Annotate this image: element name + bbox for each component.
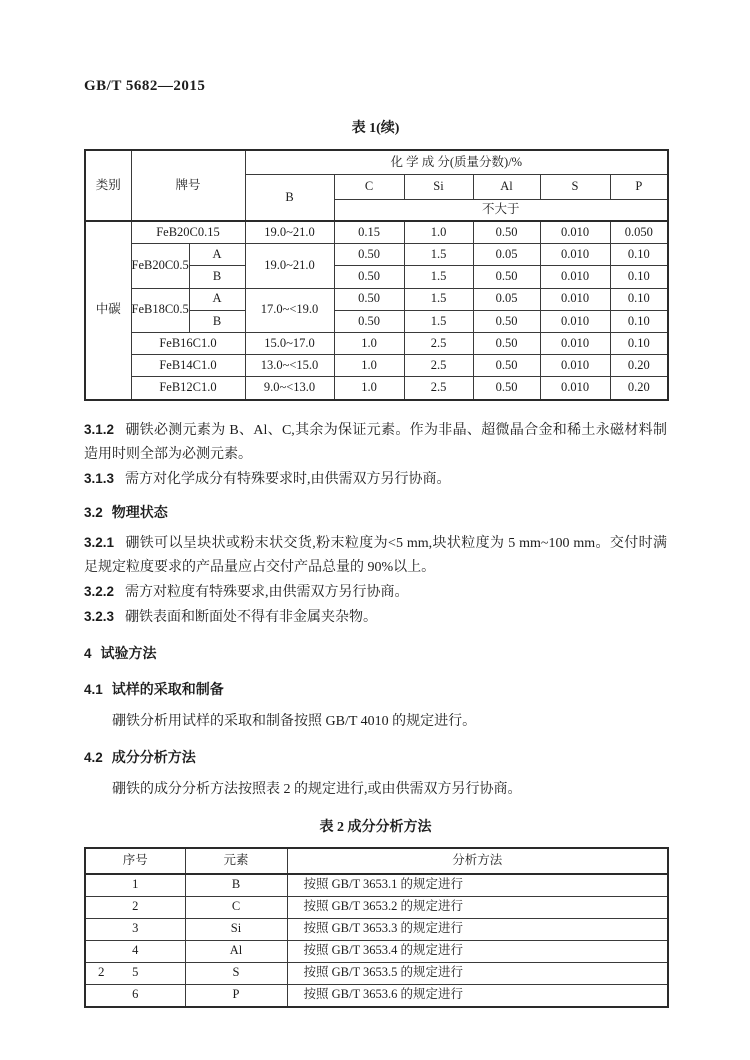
grade-cell: FeB20C0.15 xyxy=(131,221,245,244)
heading-text: 成分分析方法 xyxy=(111,748,196,765)
si-cell: 1.5 xyxy=(404,310,473,332)
heading-4-1 xyxy=(84,677,667,702)
c-cell: 1.0 xyxy=(334,377,404,400)
table1-header-not-greater: 不大于 xyxy=(334,200,668,222)
c-cell: 0.50 xyxy=(334,266,404,288)
p-cell: 0.10 xyxy=(610,332,668,354)
method-cell: 按照 GB/T 3653.1 的规定进行 xyxy=(287,874,668,897)
clause-number: 3.1.3 xyxy=(84,470,115,486)
method-cell: 按照 GB/T 3653.4 的规定进行 xyxy=(287,940,668,962)
clause-number: 4.1 xyxy=(84,681,103,697)
p-cell: 0.10 xyxy=(610,288,668,310)
clause-3-1-2 xyxy=(84,418,667,467)
grade-sub-cell: A xyxy=(189,244,245,266)
p-cell: 0.20 xyxy=(610,355,668,377)
si-cell: 1.5 xyxy=(404,244,473,266)
table1-header-chem: 化 学 成 分(质量分数)/% xyxy=(245,150,668,175)
al-cell: 0.50 xyxy=(473,266,540,288)
c-cell: 0.15 xyxy=(334,221,404,244)
s-cell: 0.010 xyxy=(540,244,610,266)
table-row xyxy=(85,874,668,897)
clause-number: 3.2 xyxy=(84,504,103,520)
al-cell: 0.50 xyxy=(473,377,540,400)
method-cell: 按照 GB/T 3653.3 的规定进行 xyxy=(287,918,668,940)
s-cell: 0.010 xyxy=(540,266,610,288)
heading-4-2 xyxy=(84,745,667,770)
no-cell: 3 xyxy=(85,918,185,940)
clause-number: 3.1.2 xyxy=(84,421,115,437)
table-row xyxy=(85,244,668,266)
grade-cell: FeB14C1.0 xyxy=(131,355,245,377)
grade-cell: FeB12C1.0 xyxy=(131,377,245,400)
grade-sub-cell: B xyxy=(189,310,245,332)
method-cell: 按照 GB/T 3653.6 的规定进行 xyxy=(287,984,668,1007)
element-cell: Si xyxy=(185,918,287,940)
al-cell: 0.05 xyxy=(473,288,540,310)
clause-3-2-2 xyxy=(84,580,667,605)
p-cell: 0.10 xyxy=(610,266,668,288)
element-cell: Al xyxy=(185,940,287,962)
table1-category-value: 中碳 xyxy=(85,221,131,400)
table1-header-p: P xyxy=(610,175,668,200)
page-content xyxy=(84,0,667,1008)
s-cell: 0.010 xyxy=(540,310,610,332)
table-row xyxy=(85,221,668,244)
grade-sub-cell: A xyxy=(189,288,245,310)
al-cell: 0.50 xyxy=(473,221,540,244)
table2-header-element: 元素 xyxy=(185,848,287,874)
table-row xyxy=(85,377,668,400)
table2-header-method: 分析方法 xyxy=(287,848,668,874)
table-row xyxy=(85,918,668,940)
clause-4-1-body: 硼铁分析用试样的采取和制备按照 GB/T 4010 的规定进行。 xyxy=(112,713,477,729)
table1-header-si: Si xyxy=(404,175,473,200)
clause-4-2-body: 硼铁的成分分析方法按照表 2 的规定进行,或由供需双方另行协商。 xyxy=(112,781,522,797)
table1-header-c: C xyxy=(334,175,404,200)
clause-text: 硼铁表面和断面处不得有非金属夹杂物。 xyxy=(125,609,378,625)
s-cell: 0.010 xyxy=(540,288,610,310)
al-cell: 0.05 xyxy=(473,244,540,266)
si-cell: 1.5 xyxy=(404,266,473,288)
grade-cell: FeB18C0.5 xyxy=(131,288,189,332)
method-cell: 按照 GB/T 3653.5 的规定进行 xyxy=(287,962,668,984)
clause-number: 3.2.3 xyxy=(84,608,115,624)
table-row xyxy=(85,940,668,962)
table-row xyxy=(85,896,668,918)
al-cell: 0.50 xyxy=(473,355,540,377)
no-cell: 6 xyxy=(85,984,185,1007)
table-row xyxy=(85,962,668,984)
b-cell: 17.0~<19.0 xyxy=(245,288,334,332)
b-cell: 19.0~21.0 xyxy=(245,221,334,244)
heading-text: 物理状态 xyxy=(111,503,168,520)
table1-header-category: 类别 xyxy=(85,150,131,221)
table1-caption: 表 1(续) xyxy=(351,121,400,136)
s-cell: 0.010 xyxy=(540,377,610,400)
b-cell: 9.0~<13.0 xyxy=(245,377,334,400)
table2-caption: 表 2 成分分析方法 xyxy=(319,819,432,835)
al-cell: 0.50 xyxy=(473,332,540,354)
c-cell: 0.50 xyxy=(334,244,404,266)
clause-text: 硼铁可以呈块状或粉末状交货,粉末粒度为<5 mm,块状粒度为 5 mm~100 mm。交付时满足规定粒度要求的产品量应占交付产品总量的 90%以上。 xyxy=(84,535,667,575)
clause-3-2-3 xyxy=(84,605,667,630)
table1-header-s: S xyxy=(540,175,610,200)
clause-number: 3.2.2 xyxy=(84,583,115,599)
clause-3-1-3 xyxy=(84,467,667,492)
method-cell: 按照 GB/T 3653.2 的规定进行 xyxy=(287,896,668,918)
table2-header-no: 序号 xyxy=(85,848,185,874)
grade-cell: FeB20C0.5 xyxy=(131,244,189,288)
p-cell: 0.10 xyxy=(610,310,668,332)
clause-number: 4.2 xyxy=(84,749,103,765)
s-cell: 0.010 xyxy=(540,355,610,377)
grade-sub-cell: B xyxy=(189,266,245,288)
c-cell: 1.0 xyxy=(334,332,404,354)
clause-text: 需方对化学成分有特殊要求时,由供需双方另行协商。 xyxy=(125,471,451,487)
b-cell: 19.0~21.0 xyxy=(245,244,334,288)
heading-3-2 xyxy=(84,500,667,525)
table1-header-b: B xyxy=(245,175,334,222)
table-row xyxy=(85,355,668,377)
element-cell: C xyxy=(185,896,287,918)
table2-analysis-methods xyxy=(84,847,669,1008)
clauses-block xyxy=(84,418,667,802)
p-cell: 0.050 xyxy=(610,221,668,244)
si-cell: 1.5 xyxy=(404,288,473,310)
no-cell: 5 xyxy=(85,962,185,984)
element-cell: P xyxy=(185,984,287,1007)
clause-text: 硼铁必测元素为 B、Al、C,其余为保证元素。作为非晶、超微晶合金和稀土永磁材料制造用时则全部为必测元素。 xyxy=(84,422,667,462)
si-cell: 2.5 xyxy=(404,355,473,377)
no-cell: 1 xyxy=(85,874,185,897)
page-number: 2 xyxy=(98,964,105,979)
heading-text: 试验方法 xyxy=(100,644,157,661)
si-cell: 1.0 xyxy=(404,221,473,244)
table-row xyxy=(85,984,668,1007)
c-cell: 0.50 xyxy=(334,288,404,310)
heading-text: 试样的采取和制备 xyxy=(111,680,224,697)
no-cell: 4 xyxy=(85,940,185,962)
si-cell: 2.5 xyxy=(404,332,473,354)
clause-number: 4 xyxy=(84,645,92,661)
standard-code: GB/T 5682—2015 xyxy=(84,78,206,94)
c-cell: 1.0 xyxy=(334,355,404,377)
s-cell: 0.010 xyxy=(540,221,610,244)
element-cell: S xyxy=(185,962,287,984)
no-cell: 2 xyxy=(85,896,185,918)
b-cell: 15.0~17.0 xyxy=(245,332,334,354)
heading-4 xyxy=(84,641,667,666)
b-cell: 13.0~<15.0 xyxy=(245,355,334,377)
table1-chemical-composition xyxy=(84,149,669,401)
p-cell: 0.10 xyxy=(610,244,668,266)
clause-text: 需方对粒度有特殊要求,由供需双方另行协商。 xyxy=(125,584,409,600)
si-cell: 2.5 xyxy=(404,377,473,400)
table1-header-grade: 牌号 xyxy=(131,150,245,221)
table-row xyxy=(85,332,668,354)
grade-cell: FeB16C1.0 xyxy=(131,332,245,354)
clause-number: 3.2.1 xyxy=(84,534,115,550)
s-cell: 0.010 xyxy=(540,332,610,354)
table1-header-al: Al xyxy=(473,175,540,200)
p-cell: 0.20 xyxy=(610,377,668,400)
table-row xyxy=(85,288,668,310)
c-cell: 0.50 xyxy=(334,310,404,332)
element-cell: B xyxy=(185,874,287,897)
clause-3-2-1 xyxy=(84,531,667,580)
al-cell: 0.50 xyxy=(473,310,540,332)
